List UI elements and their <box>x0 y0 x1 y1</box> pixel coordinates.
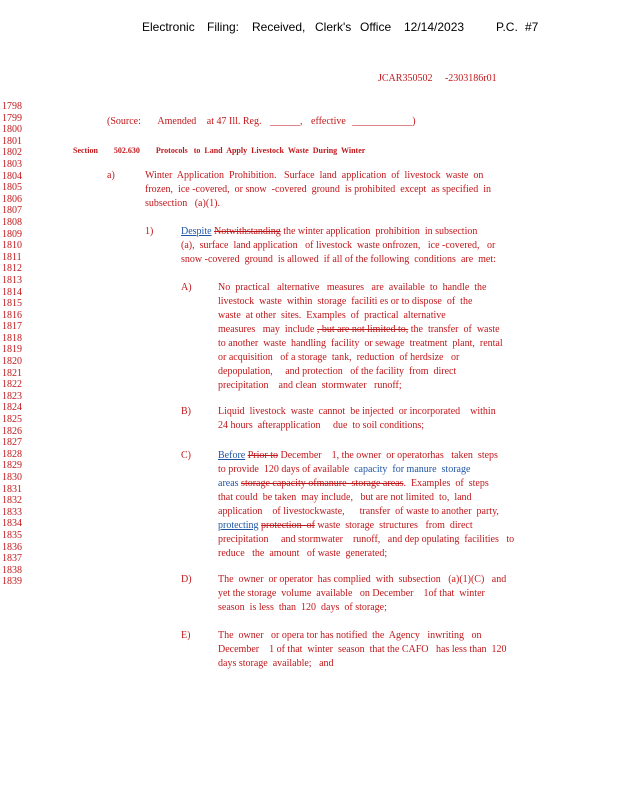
line-number: 1802 <box>2 147 22 159</box>
item-c-line-7: precipitation and stormwater runoff, and dep opulating facilities to <box>218 534 515 545</box>
line-number: 1821 <box>2 367 22 379</box>
item-d-label: D) <box>181 574 192 585</box>
source-effective: effective <box>311 116 346 127</box>
line-number: 1824 <box>2 402 22 414</box>
line-number: 1837 <box>2 553 22 565</box>
line-number: 1817 <box>2 321 22 333</box>
line-number: 1825 <box>2 414 22 426</box>
line-number: 1830 <box>2 472 22 483</box>
item-a-line-4-struck: , but are not limited to, <box>316 324 409 335</box>
line-number: 1808 <box>2 216 22 228</box>
para-a-line-1: Winter Application Prohibition. Surface land application of livestock waste on <box>145 170 484 181</box>
para-a-label: a) <box>107 170 115 181</box>
line-number: 1820 <box>2 356 22 368</box>
para-a-line-3: subsection (a)(1). <box>145 198 220 209</box>
line-number: 1800 <box>2 124 22 136</box>
para-1-line-2: (a), surface land application of livestock waste onfrozen, ice -covered, or <box>181 240 496 251</box>
header-pc-number: #7 <box>525 20 539 34</box>
item-e-line-1: The owner or opera tor has notified the Agency inwriting on <box>218 630 482 641</box>
item-c-line-5: application of livestockwaste, transfer of waste to another party, <box>218 506 499 517</box>
para-a-body <box>145 169 491 211</box>
line-number: 1810 <box>2 240 22 252</box>
item-d-line-3: season is less than 120 days of storage; <box>218 602 387 613</box>
header-date: 12/14/2023 <box>404 20 465 34</box>
line-number: 1828 <box>2 448 22 460</box>
item-b-line-1: Liquid livestock waste cannot be injected or incorporated within <box>218 406 496 417</box>
line-number: 1806 <box>2 193 22 205</box>
para-a-line-2: frozen, ice -covered, or snow -covered ground is prohibited except as specified in <box>145 184 491 195</box>
line-number: 1804 <box>2 170 22 182</box>
line-number: 1831 <box>2 483 22 495</box>
document-id <box>378 73 497 84</box>
para-1-line-1-rest: the winter application prohibition in subsection <box>283 226 478 237</box>
para-1-line-3: snow -covered ground is allowed if all of the following conditions are met: <box>181 254 496 265</box>
item-c-before: Before <box>218 450 246 461</box>
line-number: 1814 <box>2 286 22 298</box>
section-number: 502.630 <box>113 146 140 155</box>
document-code: JCAR350502 <box>378 73 433 84</box>
line-number: 1829 <box>2 460 22 472</box>
item-a-line-5: to another waste handling facility or sewage treatment plant, rental <box>218 338 503 349</box>
item-c-line-1-rest: December 1, the owner or operatorhas taken steps <box>280 450 498 461</box>
item-a-line-3: waste at other sites. Examples of practical alternative <box>218 310 446 321</box>
item-c-label: C) <box>181 450 191 461</box>
para-1-despite: Despite <box>181 226 212 237</box>
line-number: 1799 <box>2 112 22 124</box>
line-number: 1833 <box>2 506 22 518</box>
item-c-line-3-new: areas <box>218 478 239 489</box>
line-number: 1803 <box>2 158 22 170</box>
line-number: 1801 <box>2 135 22 147</box>
item-b-body <box>218 405 496 433</box>
line-number: 1823 <box>2 390 22 402</box>
item-a-body <box>218 281 503 393</box>
para-1-struck: Notwithstanding <box>214 226 281 237</box>
item-a-line-4-post: the transfer of waste <box>410 324 500 335</box>
item-c-line-2-pre: to provide 120 days of available <box>218 464 350 475</box>
line-number: 1809 <box>2 228 22 240</box>
line-number: 1813 <box>2 274 22 286</box>
header-filing: Filing: <box>207 20 240 34</box>
item-d-line-2: yet the storage volume available on December 1of that winter <box>218 588 485 599</box>
line-number: 1834 <box>2 518 22 530</box>
section-heading <box>73 144 365 158</box>
line-number: 1838 <box>2 564 22 576</box>
item-c-line-8: reduce the amount of waste generated; <box>218 548 388 559</box>
item-c-line-6-post: waste storage structures from direct <box>317 520 473 531</box>
item-e-line-2: December 1 of that winter season that the CAFO has less than 120 <box>218 644 507 655</box>
item-b-line-2: 24 hours afterapplication due to soil conditions; <box>218 420 425 431</box>
line-number: 1812 <box>2 263 22 275</box>
line-number: 1839 <box>2 576 22 588</box>
line-number: 1815 <box>2 298 22 310</box>
para-1-body <box>181 225 496 267</box>
item-a-line-7: depopulation, and protection of the facility from direct <box>218 366 457 377</box>
line-number: 1822 <box>2 379 22 391</box>
line-number: 1835 <box>2 529 22 541</box>
header-received: Received, <box>252 20 306 34</box>
source-note <box>107 115 416 129</box>
item-c-body <box>218 449 514 561</box>
item-c-line-3-post: . Examples of steps <box>403 478 489 489</box>
section-label: Section <box>73 146 98 155</box>
source-reg: at 47 Ill. Reg. <box>206 116 262 127</box>
source-amended: Amended <box>157 116 197 127</box>
line-number: 1832 <box>2 495 22 507</box>
header-clerks: Clerk's <box>315 20 352 34</box>
document-revision: -2303186r01 <box>444 73 497 84</box>
item-a-label: A) <box>181 282 192 293</box>
item-e-line-3: days storage available; and <box>218 658 334 669</box>
line-number: 1818 <box>2 332 22 344</box>
line-number: 1827 <box>2 437 22 449</box>
line-number: 1805 <box>2 182 22 194</box>
item-e-label: E) <box>181 630 191 641</box>
line-number: 1798 <box>2 101 22 112</box>
item-b-label: B) <box>181 406 191 417</box>
header-pc: P.C. <box>496 20 518 34</box>
line-number: 1819 <box>2 344 22 356</box>
section-title: Protocols to Land Apply Livestock Waste During Winter <box>155 146 366 155</box>
item-c-line-6-new: protecting <box>218 520 259 531</box>
item-a-line-4-pre: measures may include <box>218 324 315 335</box>
line-number: 1811 <box>2 251 22 263</box>
header-electronic: Electronic <box>142 20 195 34</box>
item-c-line-2-new: capacity for manure storage <box>354 464 471 475</box>
line-numbers <box>2 101 30 588</box>
item-a-line-2: livestock waste within storage faciliti es or to dispose of the <box>218 296 473 307</box>
item-a-line-6: or acquisition of a storage tank, reduction of herdsize or <box>218 352 460 363</box>
line-number: 1826 <box>2 425 22 437</box>
item-c-line-6-struck: protection of <box>261 520 315 531</box>
item-c-line-4: that could be taken may include, but are not limited to, land <box>218 492 472 503</box>
para-1-label: 1) <box>145 226 154 237</box>
line-number: 1816 <box>2 309 22 321</box>
item-a-line-8: precipitation and clean stormwater runoff; <box>218 380 402 391</box>
line-number: 1807 <box>2 205 22 217</box>
item-c-line-3-struck: storage capacity ofmanure storage areas <box>241 478 404 489</box>
source-blank-2: ____________) <box>352 116 416 127</box>
source-open: (Source: <box>107 116 141 127</box>
item-e-body <box>218 629 507 671</box>
item-d-line-1: The owner or operator has complied with subsection (a)(1)(C) and <box>218 574 507 585</box>
header-office: Office <box>360 20 392 34</box>
line-number: 1836 <box>2 541 22 553</box>
item-a-line-1: No practical alternative measures are available to handle the <box>218 282 487 293</box>
item-c-struck-1: Prior to <box>247 450 278 461</box>
item-d-body <box>218 573 506 615</box>
source-blank-1: ______, <box>270 116 303 127</box>
